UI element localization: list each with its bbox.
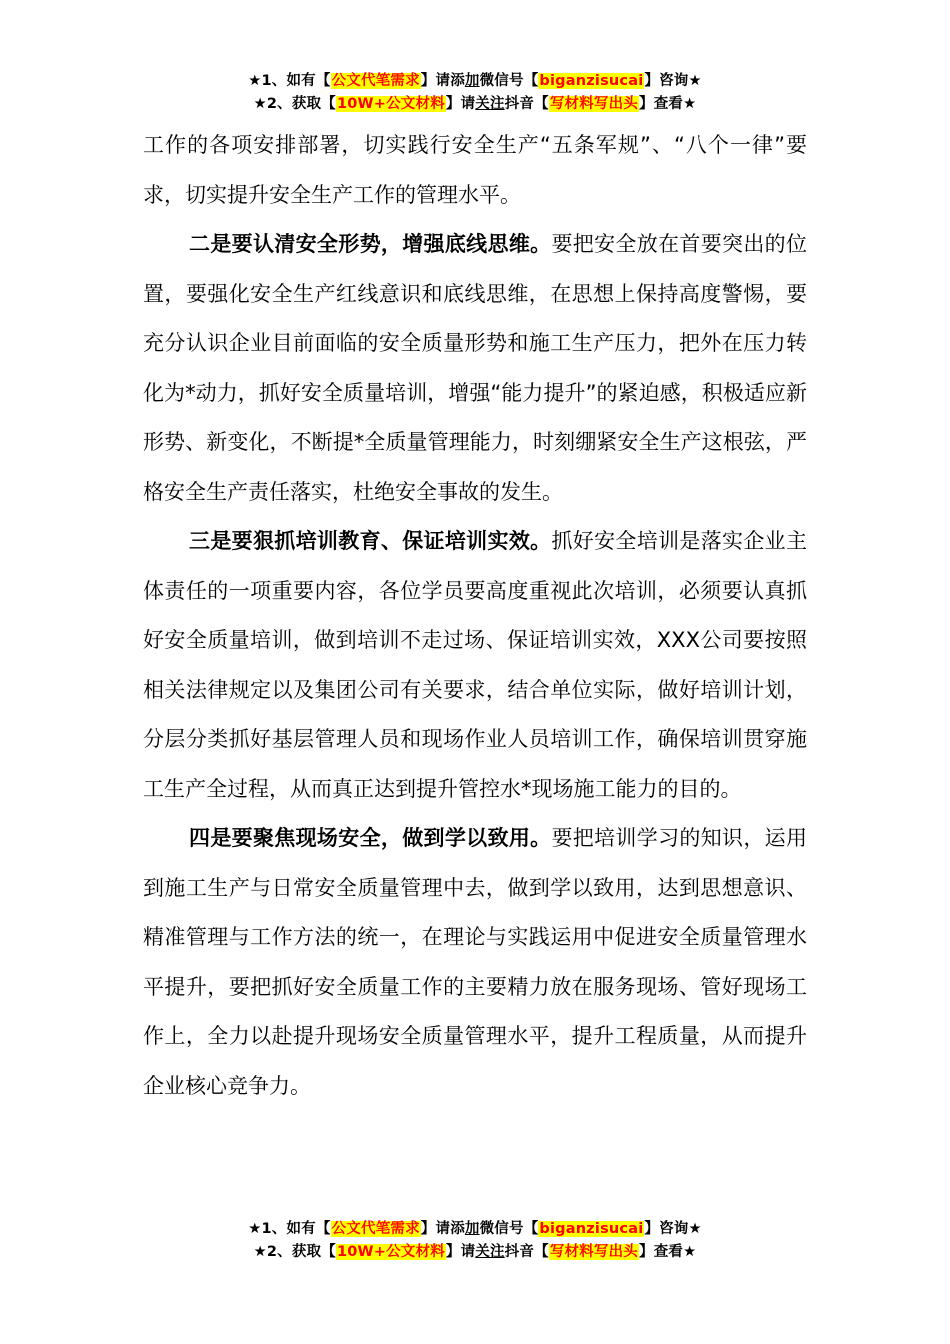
promo-highlight: 10W+公文材料 [336,96,445,112]
paragraph-section-2 [143,220,807,517]
paragraph-continuation [143,121,807,220]
paragraph-text: 要把安全放在首要突出的位置，要强化安全生产红线意识和底线思维，在思想上保持高度警惕，要充分认识企业目前面临的安全质量形势和施工生产压力，把外在压力转化为*动力，抓好安全质量培训，增强“能力提升”的紧迫感，积极适应新形势、新变化，不断提*全质量管理能力，时刻绷紧安全生产这根弦，严格安全生产责任落实，杜绝安全事故的发生。 [143,232,808,504]
paragraph-lead-heading: 二是要认清安全形势，增强底线思维。 [189,232,552,256]
promo-text: 微信号【 [479,1221,539,1237]
promo-text: ★2、获取【 [253,1244,336,1260]
paragraph-text: 抓好安全培训是落实企业主体责任的一项重要内容，各位学员要高度重视此次培训，必须要认真抓好安全质量培训，做到培训不走过场、保证培训实效，XXX公司要按照相关法律规定以及集团公司有关要求，结合单位实际，做好培训计划，分层分类抓好基层管理人员和现场作业人员培训工作，确保培训贯穿施工生产全过程，从而真正达到提升管控水*现场施工能力的目的。 [143,529,808,801]
promo-underlined-text: 加 [464,73,480,89]
promo-line-2 [0,93,950,116]
promo-text: 】咨询★ [644,1221,702,1237]
footer-promo-banner [0,1218,950,1264]
promo-highlight-wechat-id: biganzisucai [539,73,644,89]
promo-text: 抖音【 [504,96,549,112]
promo-underlined-text: 加 [464,1221,480,1237]
promo-text: 微信号【 [479,73,539,89]
promo-line-1 [0,70,950,93]
promo-highlight: 公文代笔需求 [331,73,420,89]
paragraph-section-4 [143,814,807,1111]
paragraph-section-3 [143,517,807,814]
promo-text: 】请 [445,96,476,112]
paragraph-lead-heading: 四是要聚焦现场安全，做到学以致用。 [189,826,552,850]
promo-text: 抖音【 [504,1244,549,1260]
promo-highlight: 公文代笔需求 [331,1221,420,1237]
promo-text: 】请添 [420,73,465,89]
promo-text: 】请 [445,1244,476,1260]
document-body [143,121,807,1111]
promo-highlight-douyin-account: 写材料写出头 [549,1244,639,1260]
promo-text: ★2、获取【 [253,96,336,112]
promo-text: 】咨询★ [644,73,702,89]
promo-underlined-text: 关注 [475,1244,505,1260]
promo-underlined-text: 关注 [475,96,505,112]
header-promo-banner [0,70,950,116]
promo-text: 】请添 [420,1221,465,1237]
promo-highlight: 10W+公文材料 [336,1244,445,1260]
promo-text: ★1、如有【 [248,73,331,89]
promo-line-1 [0,1218,950,1241]
promo-text: 】查看★ [639,1244,697,1260]
promo-text: ★1、如有【 [248,1221,331,1237]
paragraph-text: 工作的各项安排部署，切实践行安全生产“五条军规”、“八个一律”要求，切实提升安全生产工作的管理水平。 [143,133,807,207]
paragraph-text: 要把培训学习的知识，运用到施工生产与日常安全质量管理中去，做到学以致用，达到思想意识、精准管理与工作方法的统一，在理论与实践运用中促进安全质量管理水平提升，要把抓好安全质量工作的主要精力放在服务现场、管好现场工作上，全力以赴提升现场安全质量管理水平，提升工程质量，从而提升企业核心竞争力。 [143,826,808,1098]
promo-line-2 [0,1241,950,1264]
promo-highlight-wechat-id: biganzisucai [539,1221,644,1237]
paragraph-lead-heading: 三是要狠抓培训教育、保证培训实效。 [189,529,552,553]
promo-highlight-douyin-account: 写材料写出头 [549,96,639,112]
promo-text: 】查看★ [639,96,697,112]
